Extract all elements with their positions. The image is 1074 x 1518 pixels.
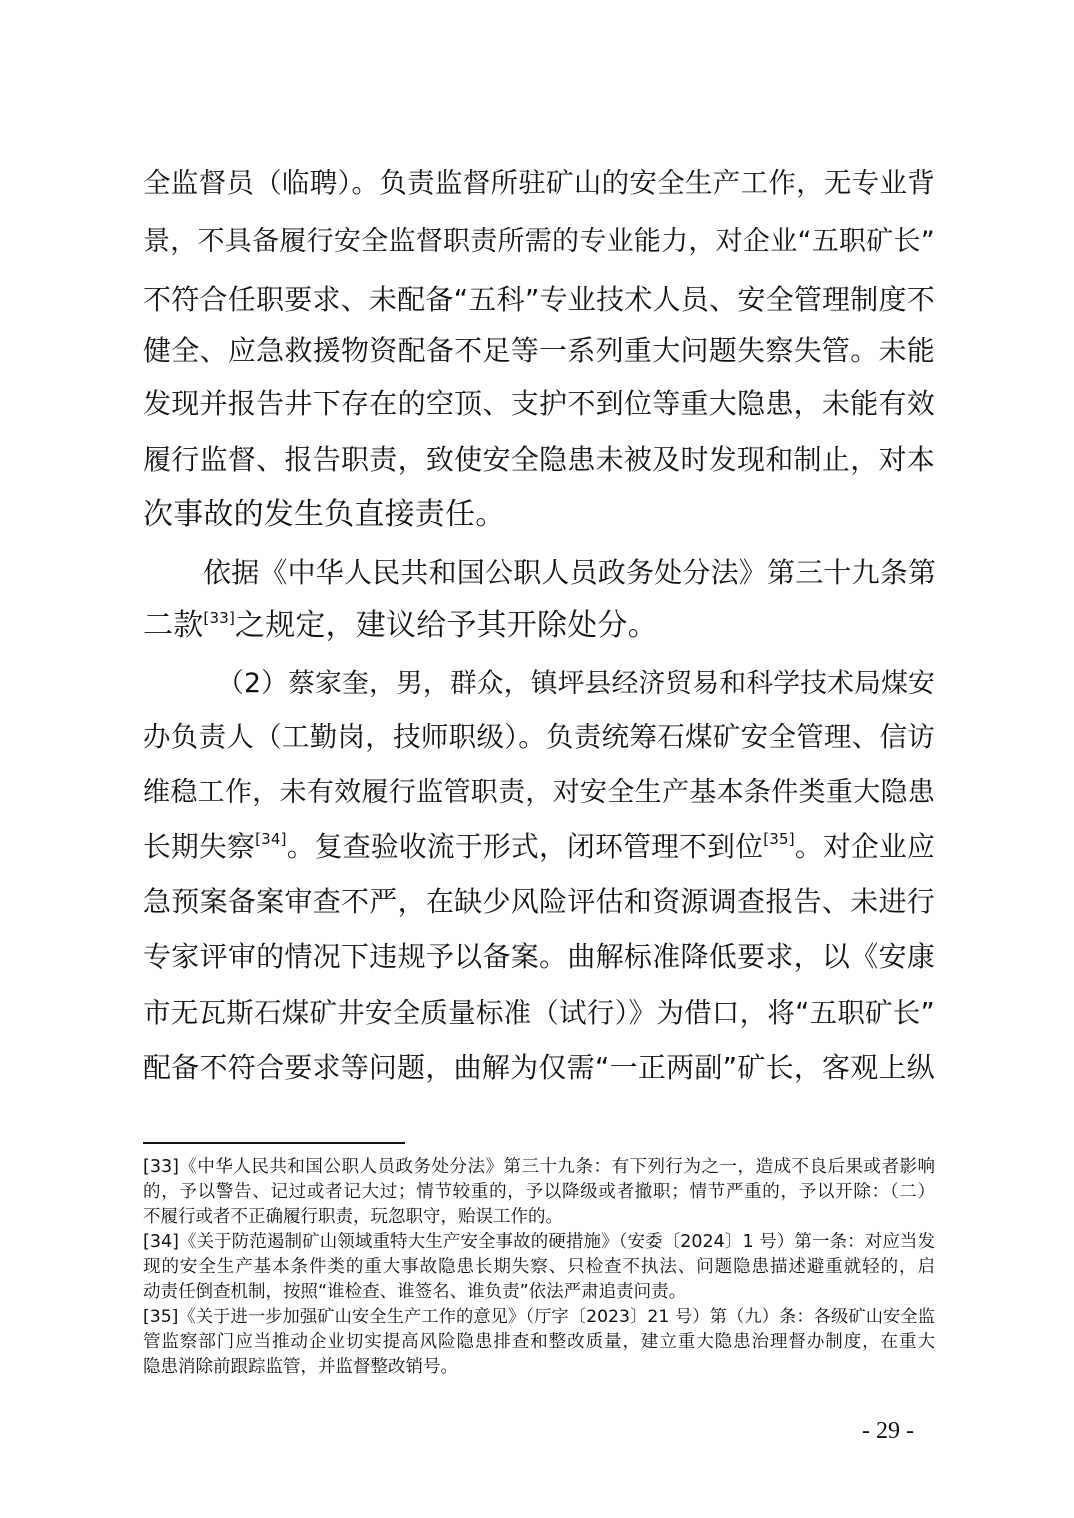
body-text-line: 健全、应急救援物资配备不足等一系列重大问题失察失管。未能 bbox=[143, 334, 935, 367]
footnote-35-cont: 隐患消除前跟踪监管，并监督整改销号。 bbox=[143, 1357, 458, 1377]
body-text-line: 依据《中华人民共和国公职人员政务处分法》第三十九条第 bbox=[203, 556, 937, 589]
body-text-line: 景，不具备履行安全监督职责所需的专业能力，对企业“五职矿长” bbox=[143, 226, 935, 257]
body-text-line: 长期失察[34]。复查验收流于形式，闭环管理不到位[35]。对企业应 bbox=[143, 830, 935, 863]
footnote-34-cont: 现的安全生产基本条件类的重大事故隐患长期失察、只检查不执法、问题隐患描述避重就轻的，启 bbox=[143, 1257, 935, 1277]
page-number: - 29 - bbox=[862, 1418, 914, 1444]
body-text-line: 维稳工作，未有效履行监管职责，对安全生产基本条件类重大隐患 bbox=[143, 777, 935, 808]
footnote-33: [33]《中华人民共和国公职人员政务处分法》第三十九条：有下列行为之一，造成不良后果或者影响 bbox=[143, 1157, 935, 1177]
footnote-35: [35]《关于进一步加强矿山安全生产工作的意见》（厅字〔2023〕21 号）第（九）条：各级矿山安全监 bbox=[143, 1307, 935, 1327]
body-text-line: （2）蔡家奎，男，群众，镇坪县经济贸易和科学技术局煤安 bbox=[217, 668, 935, 699]
body-text-line: 急预案备案审查不严，在缺少风险评估和资源调查报告、未进行 bbox=[143, 885, 935, 918]
footnote-separator bbox=[143, 1142, 405, 1144]
footnote-33-cont: 的，予以警告、记过或者记大过；情节较重的，予以降级或者撤职；情节严重的，予以开除：（二） bbox=[143, 1182, 935, 1202]
footnote-34: [34]《关于防范遏制矿山领域重特大生产安全事故的硬措施》（安委〔2024〕1 号）第一条：对应当发 bbox=[143, 1232, 935, 1252]
body-text-line: 二款[33]之规定，建议给予其开除处分。 bbox=[143, 608, 658, 643]
footnote-ref-33[interactable]: [33] bbox=[203, 609, 235, 627]
body-text-line: 全监督员（临聘）。负责监督所驻矿山的安全生产工作，无专业背 bbox=[143, 167, 935, 199]
footnote-33-cont: 不履行或者不正确履行职责，玩忽职守，贻误工作的。 bbox=[143, 1207, 563, 1227]
body-text-line: 配备不符合要求等问题，曲解为仅需“一正两副”矿长，客观上纵 bbox=[143, 1051, 935, 1084]
footnote-34-cont: 动责任倒查机制，按照“谁检查、谁签名、谁负责”依法严肃追责问责。 bbox=[143, 1282, 687, 1302]
body-text-line: 履行监督、报告职责，致使安全隐患未被及时发现和制止，对本 bbox=[143, 443, 935, 476]
footnote-ref-34[interactable]: [34] bbox=[255, 830, 287, 848]
body-text-line: 次事故的发生负直接责任。 bbox=[143, 497, 506, 532]
body-text-line: 不符合任职要求、未配备“五科”专业技术人员、安全管理制度不 bbox=[143, 283, 935, 316]
body-text-line: 发现并报告井下存在的空顶、支护不到位等重大隐患，未能有效 bbox=[143, 387, 935, 420]
body-text-line: 市无瓦斯石煤矿井安全质量标准（试行）》为借口，将“五职矿长” bbox=[143, 997, 935, 1029]
footnote-35-cont: 管监察部门应当推动企业切实提高风险隐患排查和整改质量，建立重大隐患治理督办制度，在重大 bbox=[143, 1332, 935, 1352]
footnote-ref-35[interactable]: [35] bbox=[763, 830, 795, 848]
body-text-line: 专家评审的情况下违规予以备案。曲解标准降低要求，以《安康 bbox=[143, 940, 935, 973]
body-text-line: 办负责人（工勤岗，技师职级）。负责统筹石煤矿安全管理、信访 bbox=[143, 721, 935, 753]
